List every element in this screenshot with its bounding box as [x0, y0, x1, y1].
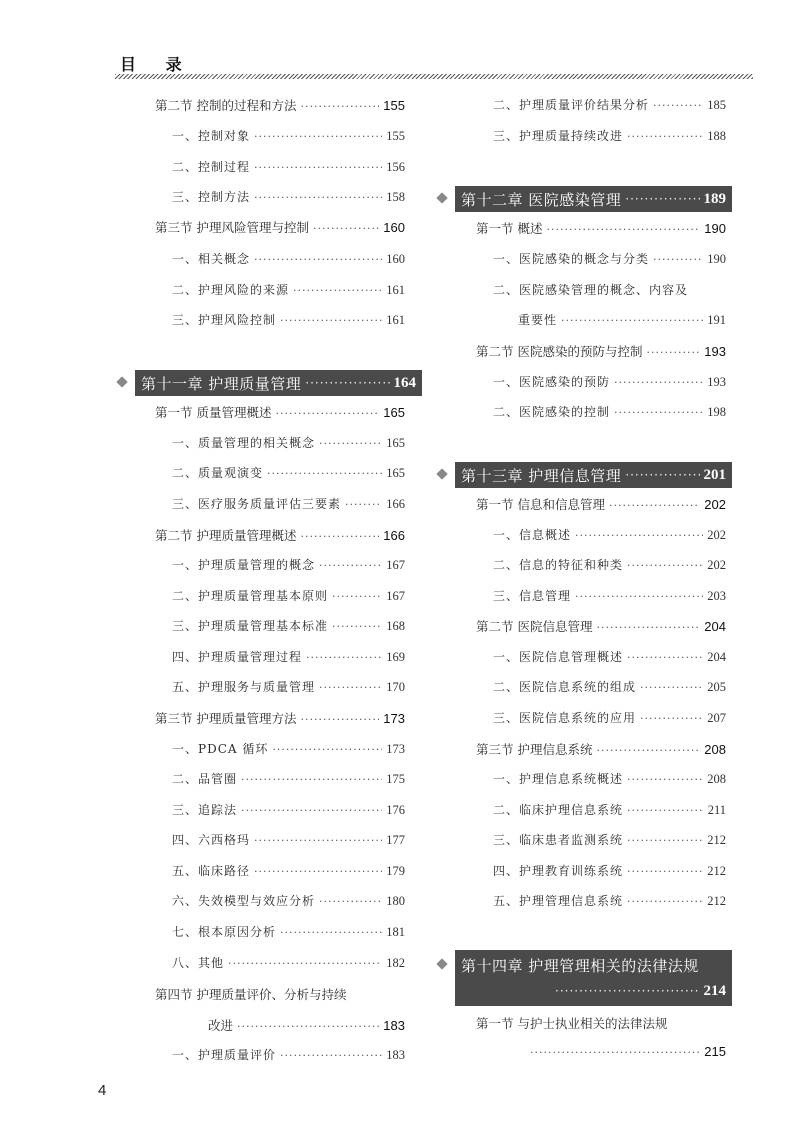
toc-item[interactable]: 三、追踪法 ····· 176	[172, 801, 405, 823]
toc-section[interactable]: 第三节 护理信息系统 ····· 208	[476, 740, 726, 762]
chapter-marker-icon	[436, 192, 447, 203]
toc-section[interactable]: 第三节 护理质量管理方法 ····· 173	[155, 709, 405, 731]
toc-section[interactable]: 第三节 护理风险管理与控制 ····· 160	[155, 218, 405, 240]
toc-section[interactable]: 第一节 信息和信息管理 ····· 202	[476, 495, 726, 517]
page-number: 4	[98, 1082, 107, 1099]
chapter-marker-icon	[436, 958, 447, 969]
toc-item[interactable]: 五、临床路径 ····· 179	[172, 862, 405, 884]
toc-item[interactable]: 三、控制方法 ····· 158	[172, 188, 405, 210]
toc-item[interactable]: 一、信息概述 ····· 202	[493, 526, 726, 548]
toc-item[interactable]: 三、护理质量持续改进 ····· 188	[493, 127, 726, 149]
toc-item[interactable]: 二、护理风险的来源 ····· 161	[172, 281, 405, 303]
toc-item[interactable]: 二、医院感染管理的概念、内容及	[493, 283, 689, 297]
page-title: 目 录	[120, 55, 194, 74]
toc-item[interactable]: 二、医院信息系统的组成 ····· 205	[493, 678, 726, 700]
toc-item[interactable]: 一、护理质量管理的概念 ····· 167	[172, 556, 405, 578]
toc-chapter[interactable]: 第十四章 护理管理相关的法律法规 ····· 214	[455, 950, 732, 1006]
toc-item-continued[interactable]: 重要性 ····· 191	[518, 311, 726, 333]
toc-section-continued[interactable]: 改进 ····· 183	[208, 1016, 405, 1038]
toc-item[interactable]: 四、护理教育训练系统 ····· 212	[493, 862, 726, 884]
toc-section[interactable]: 第二节 护理质量管理概述 ····· 166	[155, 526, 405, 548]
toc-item[interactable]: 一、PDCA 循环 ····· 173	[172, 740, 405, 762]
toc-section[interactable]: 第一节 与护士执业相关的法律法规	[476, 1016, 668, 1031]
toc-item[interactable]: 二、质量观演变 ····· 165	[172, 464, 405, 486]
toc-item[interactable]: 二、护理质量评价结果分析 ····· 185	[493, 96, 726, 118]
toc-item[interactable]: 一、护理信息系统概述 ····· 208	[493, 770, 726, 792]
toc-item[interactable]: 三、护理质量管理基本标准 ····· 168	[172, 617, 405, 639]
toc-item[interactable]: 二、品管圈 ····· 175	[172, 770, 405, 792]
toc-item[interactable]: 二、医院感染的控制 ····· 198	[493, 403, 726, 425]
toc-item[interactable]: 三、医院信息系统的应用 ····· 207	[493, 709, 726, 731]
chapter-marker-icon	[116, 376, 127, 387]
toc-section[interactable]: 第二节 医院感染的预防与控制 ····· 193	[476, 342, 726, 364]
toc-item[interactable]: 五、护理服务与质量管理 ····· 170	[172, 678, 405, 700]
toc-chapter[interactable]: 第十一章 护理质量管理 ····· 164	[135, 370, 422, 396]
toc-item[interactable]: 四、护理质量管理过程 ····· 169	[172, 648, 405, 670]
toc-item[interactable]: 一、医院感染的预防 ····· 193	[493, 373, 726, 395]
toc-section[interactable]: 第四节 护理质量评价、分析与持续	[155, 987, 347, 1002]
toc-item[interactable]: 一、医院感染的概念与分类 ····· 190	[493, 250, 726, 272]
toc-section-continued[interactable]: ····· 215	[526, 1044, 726, 1066]
toc-item[interactable]: 一、控制对象 ····· 155	[172, 127, 405, 149]
toc-item[interactable]: 一、相关概念 ····· 160	[172, 250, 405, 272]
toc-item[interactable]: 二、控制过程 ····· 156	[172, 158, 405, 180]
toc-chapter[interactable]: 第十二章 医院感染管理 ····· 189	[455, 186, 732, 212]
toc-item[interactable]: 三、信息管理 ····· 203	[493, 587, 726, 609]
toc-item[interactable]: 六、失效模型与效应分析 ····· 180	[172, 892, 405, 914]
toc-item[interactable]: 一、护理质量评价 ····· 183	[172, 1046, 405, 1068]
toc-item[interactable]: 八、其他 ····· 182	[172, 954, 405, 976]
chapter-marker-icon	[436, 468, 447, 479]
toc-item[interactable]: 五、护理管理信息系统 ····· 212	[493, 892, 726, 914]
toc-item[interactable]: 三、临床患者监测系统 ····· 212	[493, 831, 726, 853]
toc-item[interactable]: 一、质量管理的相关概念 ····· 165	[172, 434, 405, 456]
toc-item[interactable]: 三、护理风险控制 ····· 161	[172, 311, 405, 333]
toc-section[interactable]: 第二节 医院信息管理 ····· 204	[476, 617, 726, 639]
toc-item[interactable]: 四、六西格玛 ····· 177	[172, 831, 405, 853]
toc-chapter[interactable]: 第十三章 护理信息管理 ····· 201	[455, 462, 732, 488]
toc-item[interactable]: 二、信息的特征和种类 ····· 202	[493, 556, 726, 578]
toc-section[interactable]: 第一节 质量管理概述 ····· 165	[155, 403, 405, 425]
toc-item[interactable]: 二、护理质量管理基本原则 ····· 167	[172, 587, 405, 609]
toc-section[interactable]: 第一节 概述 ····· 190	[476, 219, 726, 241]
header-rule	[115, 74, 753, 79]
toc-item[interactable]: 七、根本原因分析 ····· 181	[172, 923, 405, 945]
toc-item[interactable]: 二、临床护理信息系统 ····· 211	[493, 801, 726, 823]
toc-section[interactable]: 第二节 控制的过程和方法 ····· 155	[155, 96, 405, 118]
toc-item[interactable]: 一、医院信息管理概述 ····· 204	[493, 648, 726, 670]
toc-item[interactable]: 三、医疗服务质量评估三要素 ····· 166	[172, 495, 405, 517]
